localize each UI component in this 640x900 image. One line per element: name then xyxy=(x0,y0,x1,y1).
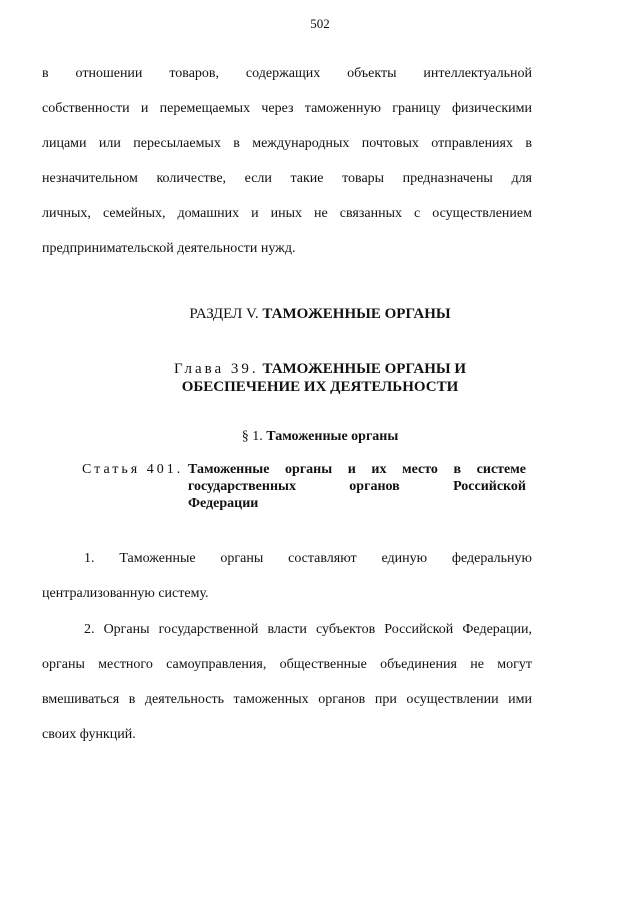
chapter-title-line1: ТАМОЖЕННЫЕ ОРГАНЫ И xyxy=(262,361,467,377)
text-line: в отношении товаров, содержащих объекты интеллектуальной xyxy=(42,66,532,81)
article-label: Статья 401. xyxy=(82,462,184,477)
text-line: 1. Таможенные органы составляют единую федеральную xyxy=(84,551,532,566)
paragraph-title: Таможенные органы xyxy=(266,429,399,444)
text-line: централизованную систему. xyxy=(42,586,209,601)
chapter-title-line2: ОБЕСПЕЧЕНИЕ ИХ ДЕЯТЕЛЬНОСТИ xyxy=(181,379,459,395)
text-line: 2. Органы государственной власти субъектов Российской Федерации, xyxy=(84,622,532,637)
article-title-line: Таможенные органы и их место в системе xyxy=(188,462,526,477)
article-title-line: государственных органов Российской xyxy=(188,479,526,494)
text-line: собственности и перемещаемых через таможенную границу физическими xyxy=(42,101,532,116)
article-title xyxy=(188,462,526,513)
text-line: органы местного самоуправления, общественные объединения не могут xyxy=(42,657,532,672)
text-line: предпринимательской деятельности нужд. xyxy=(42,241,296,256)
chapter-prefix: Глава 39. xyxy=(173,361,259,377)
clause-2 xyxy=(42,622,532,743)
section-title: ТАМОЖЕННЫЕ ОРГАНЫ xyxy=(262,306,451,322)
section-heading xyxy=(0,306,640,323)
text-line: личных, семейных, домашних и иных не связанных с осуществлением xyxy=(42,206,532,221)
text-line: вмешиваться в деятельность таможенных органов при осуществлении ими xyxy=(42,692,532,707)
chapter-heading xyxy=(0,360,640,396)
clause-1 xyxy=(42,551,532,602)
page-number: 502 xyxy=(310,16,330,31)
text-line: лицами или пересылаемых в международных почтовых отправлениях в xyxy=(42,136,532,151)
paragraph-prefix: § 1. xyxy=(241,429,263,444)
section-prefix: РАЗДЕЛ V. xyxy=(189,306,259,322)
text-line: незначительном количестве, если такие товары предназначены для xyxy=(42,171,532,186)
paragraph-heading xyxy=(0,429,640,445)
intro-paragraph xyxy=(42,66,532,257)
article-title-line: Федерации xyxy=(188,496,259,511)
text-line: своих функций. xyxy=(42,727,136,742)
